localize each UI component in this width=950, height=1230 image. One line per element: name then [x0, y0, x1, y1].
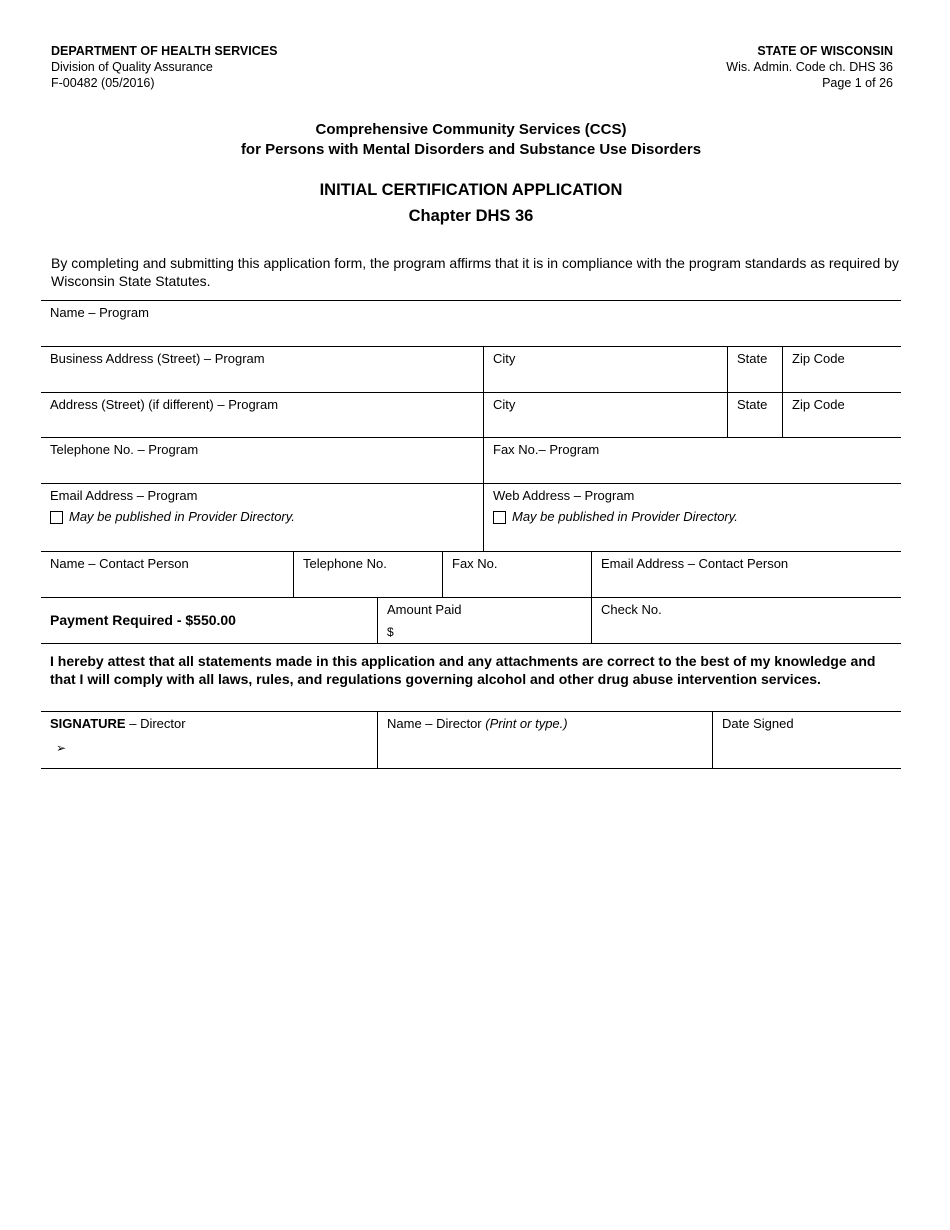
payment-required: Payment Required - $550.00 [50, 612, 236, 628]
row-program-name [41, 300, 901, 346]
contact-fax-label: Fax No. [452, 556, 498, 571]
contact-email-label: Email Address – Contact Person [601, 556, 789, 571]
application-title [0, 177, 942, 229]
department-name: DEPARTMENT OF HEALTH SERVICES [51, 44, 278, 58]
director-name-field[interactable] [377, 712, 712, 768]
title-line-4: Chapter DHS 36 [408, 207, 534, 225]
date-signed-label: Date Signed [722, 716, 794, 731]
row-phone-fax [41, 437, 901, 483]
contact-telephone-field[interactable] [293, 552, 442, 597]
program-fax-label: Fax No.– Program [493, 442, 600, 457]
program-name-field[interactable] [41, 301, 901, 346]
header-right [726, 43, 893, 91]
email-publish-label: May be published in Provider Directory. [69, 509, 295, 524]
division-name: Division of Quality Assurance [51, 60, 213, 74]
state-name: STATE OF WISCONSIN [757, 44, 893, 58]
program-telephone-label: Telephone No. – Program [50, 442, 199, 457]
alt-address-field[interactable] [41, 393, 483, 437]
attestation-text: I hereby attest that all statements made in this application and any attachments are correct to the best of my knowledge and that I will comply with all laws, rules, and regulations governing alcohol and other drug abuse intervention services. [41, 643, 901, 711]
row-contact [41, 551, 901, 597]
business-state-field[interactable] [727, 347, 782, 392]
alt-zip-field[interactable] [782, 393, 901, 437]
program-email-field[interactable] [41, 484, 483, 551]
program-fax-field[interactable] [483, 438, 901, 483]
contact-name-label: Name – Contact Person [50, 556, 189, 571]
admin-code: Wis. Admin. Code ch. DHS 36 [726, 60, 893, 74]
alt-city-field[interactable] [483, 393, 727, 437]
check-number-label: Check No. [601, 602, 662, 617]
contact-fax-field[interactable] [442, 552, 591, 597]
business-address-label: Business Address (Street) – Program [50, 351, 265, 366]
web-publish-option [493, 509, 901, 525]
program-telephone-field[interactable] [41, 438, 483, 483]
state-label: State [737, 397, 768, 412]
intro-text: By completing and submitting this application form, the program affirms that it is in compliance with the program standards as required by Wisconsin State Statutes. [51, 255, 899, 289]
signature-bold: SIGNATURE [50, 716, 126, 731]
date-signed-field[interactable] [712, 712, 901, 768]
web-publish-checkbox[interactable] [493, 511, 506, 524]
director-signature-field[interactable] [41, 712, 377, 768]
row-email-web [41, 483, 901, 551]
dollar-sign: $ [387, 625, 394, 639]
amount-paid-field[interactable] [377, 598, 591, 643]
zip-label: Zip Code [792, 397, 845, 412]
zip-label: Zip Code [792, 351, 845, 366]
web-publish-label: May be published in Provider Directory. [512, 509, 738, 524]
state-label: State [737, 351, 768, 366]
signature-rest: – Director [125, 716, 186, 731]
alt-state-field[interactable] [727, 393, 782, 437]
row-payment [41, 597, 901, 643]
business-city-field[interactable] [483, 347, 727, 392]
row-signature [41, 711, 901, 769]
program-name-label: Name – Program [50, 305, 149, 320]
check-number-field[interactable] [591, 598, 901, 643]
signature-label [50, 716, 377, 732]
contact-telephone-label: Telephone No. [303, 556, 387, 571]
row-business-address [41, 346, 901, 392]
program-title [0, 120, 942, 160]
title-line-1: Comprehensive Community Services (CCS) [315, 121, 627, 138]
arrow-icon: ➢ [56, 741, 67, 755]
row-alt-address [41, 392, 901, 437]
alt-address-label: Address (Street) (if different) – Program [50, 397, 279, 412]
page-number: Page 1 of 26 [822, 76, 893, 90]
business-zip-field[interactable] [782, 347, 901, 392]
amount-paid-label: Amount Paid [387, 602, 462, 617]
business-address-field[interactable] [41, 347, 483, 392]
program-email-label: Email Address – Program [50, 488, 198, 503]
header-left [51, 43, 277, 91]
application-form [41, 300, 901, 769]
director-name-label: Name – Director [387, 716, 486, 731]
program-web-label: Web Address – Program [493, 488, 635, 503]
email-publish-option [50, 509, 483, 525]
email-publish-checkbox[interactable] [50, 511, 63, 524]
contact-name-field[interactable] [41, 552, 293, 597]
title-line-3: INITIAL CERTIFICATION APPLICATION [319, 181, 623, 199]
city-label: City [493, 351, 516, 366]
city-label: City [493, 397, 516, 412]
contact-email-field[interactable] [591, 552, 901, 597]
program-web-field[interactable] [483, 484, 901, 551]
form-id: F-00482 (05/2016) [51, 76, 155, 90]
director-name-hint: (Print or type.) [485, 716, 568, 731]
title-line-2: for Persons with Mental Disorders and Substance Use Disorders [240, 141, 702, 158]
